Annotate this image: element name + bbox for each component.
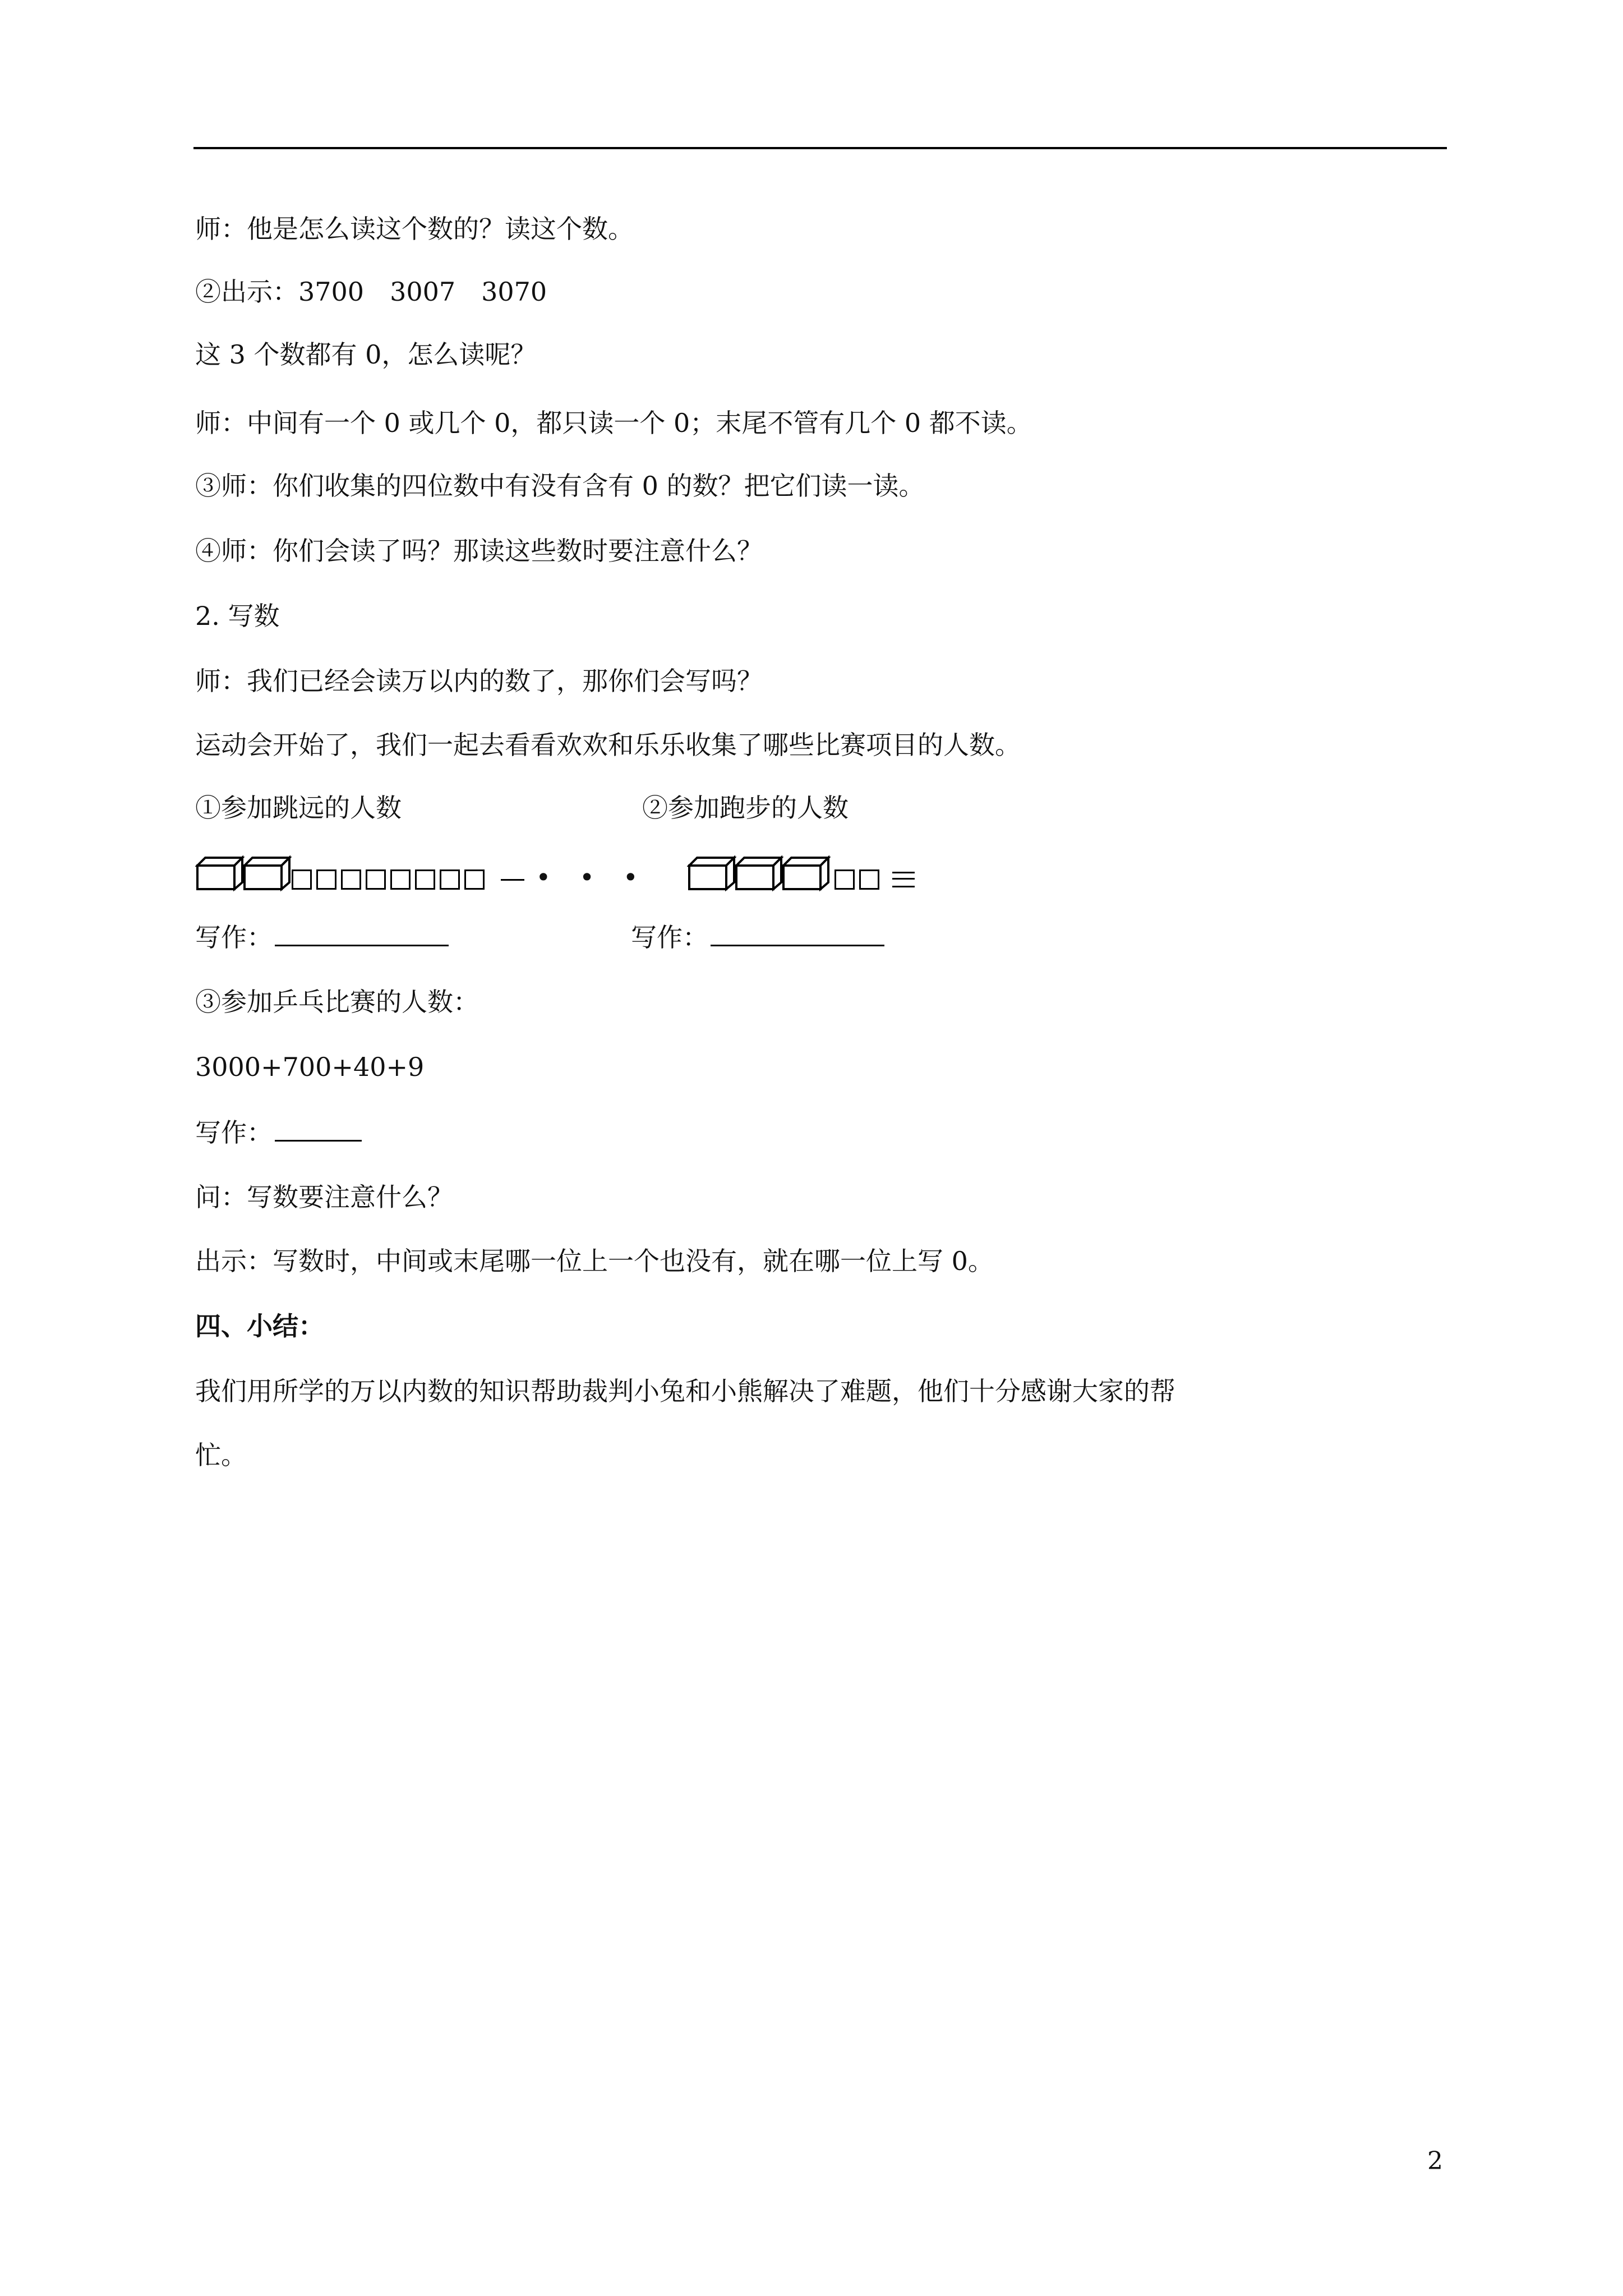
text-line: ②出示：3700 3007 3070 bbox=[195, 277, 547, 307]
ten-sticks-icon bbox=[892, 872, 915, 887]
question-long-jump: ①参加跳远的人数 bbox=[195, 793, 402, 823]
text-line: ④师：你们会读了吗？那读这些数时要注意什么？ bbox=[195, 536, 763, 566]
answer-blank[interactable] bbox=[275, 1115, 362, 1142]
thousand-cube-icon bbox=[195, 855, 245, 891]
ten-stick-icon bbox=[501, 879, 524, 881]
thousand-cube-icon bbox=[734, 855, 783, 891]
thousand-cube-icon bbox=[781, 855, 831, 891]
text-line: 问：写数要注意什么？ bbox=[195, 1182, 453, 1212]
text-line: 忙。 bbox=[195, 1440, 247, 1470]
unit-dots-icon: • • • bbox=[536, 862, 648, 892]
text-line: 师：我们已经会读万以内的数了，那你们会写吗？ bbox=[195, 666, 763, 696]
summary-heading: 四、小结： bbox=[195, 1311, 324, 1341]
text-line: 这 3 个数都有 0，怎么读呢？ bbox=[195, 339, 537, 370]
answer-blank[interactable] bbox=[711, 920, 884, 946]
hundred-squares-long-jump bbox=[292, 859, 648, 895]
thousand-cube-icon bbox=[242, 855, 292, 891]
write-answer-running: 写作： bbox=[631, 920, 884, 954]
thousand-cube-icon bbox=[687, 855, 736, 891]
expression: 3000+700+40+9 bbox=[195, 1052, 425, 1082]
text-line: 师：他是怎么读这个数的？读这个数。 bbox=[195, 214, 634, 244]
text-line: 出示：写数时，中间或末尾哪一位上一个也没有，就在哪一位上写 0。 bbox=[195, 1246, 994, 1276]
header-rule bbox=[193, 147, 1447, 149]
text-line: ③师：你们收集的四位数中有没有含有 0 的数？把它们读一读。 bbox=[195, 471, 925, 501]
section-heading: 2. 写数 bbox=[195, 601, 280, 631]
answer-blank[interactable] bbox=[275, 920, 449, 946]
page-number: 2 bbox=[1427, 2147, 1443, 2175]
write-answer-table-tennis: 写作： bbox=[195, 1115, 362, 1149]
block-diagram-running bbox=[687, 855, 855, 891]
text-line: 师：中间有一个 0 或几个 0，都只读一个 0；末尾不管有几个 0 都不读。 bbox=[195, 408, 1032, 438]
write-answer-long-jump: 写作： bbox=[195, 920, 449, 954]
hundred-squares-running bbox=[834, 859, 915, 895]
text-line: 我们用所学的万以内数的知识帮助裁判小兔和小熊解决了难题，他们十分感谢大家的帮 bbox=[195, 1376, 1175, 1406]
question-running: ②参加跑步的人数 bbox=[642, 793, 849, 823]
question-table-tennis: ③参加乒乓比赛的人数： bbox=[195, 987, 479, 1017]
text-line: 运动会开始了，我们一起去看看欢欢和乐乐收集了哪些比赛项目的人数。 bbox=[195, 730, 1021, 760]
